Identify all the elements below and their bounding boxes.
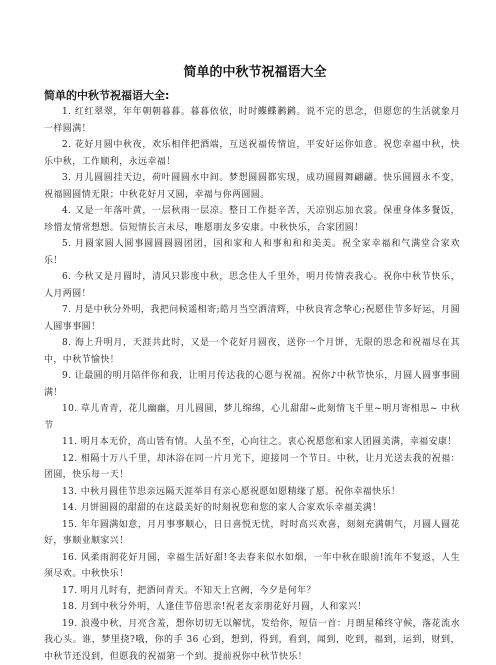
- greeting-paragraph: 17. 明月几时有，把酒问青天。不知天上宫阙，今夕是何年？: [44, 583, 460, 600]
- greeting-paragraph: 13. 中秋月圆佳节思亲远隔天涯举目有亲心愿祝愿如愿精缘了愿。祝你幸福快乐！: [44, 484, 460, 501]
- greeting-paragraph: 11. 明月本无价，高山皆有情。人虽不至，心向往之。衷心祝愿您和家人团圆美满，幸福安康！: [44, 434, 460, 451]
- greeting-paragraph: 6. 今秋又是月圆时，清风只影度中秋，思念佳人千里外，明月传情表我心。祝你中秋节快乐，人月两圆！: [44, 269, 460, 302]
- greeting-paragraph: 5. 月圆家圆人圆事圆圆圆圆团团，国和家和人和事和和和美美。祝全家幸福和气满堂合家欢乐！: [44, 236, 460, 269]
- greeting-paragraph: 16. 风柔雨润花好月圆，幸福生活好甜!冬去春来似水如烟，一年中秋在眼前!流年不复返，人生须尽欢。中秋快乐！: [44, 550, 460, 583]
- greeting-paragraph: 1. 红红翠翠，年年朝朝暮暮。暮暮依依，时时鲽鲽鹣鹣。说不完的思念，但愿您的生活就象月一样圆满！: [44, 104, 460, 137]
- greeting-paragraph: 15. 年年圆满如意，月月事事顺心，日日喜悦无忧，时时高兴欢喜，刻刻充满朝气，月圆人圆花好，事顺业顺家兴！: [44, 517, 460, 550]
- paragraph-list: [44, 104, 460, 665]
- greeting-paragraph: 4. 又是一年落叶黄，一层秋雨一层凉。整日工作挺辛苦，天凉别忘加衣裳。保重身体多餐饭，珍惜友情常想想。信短情长言未尽，唯愿朋友多安康。中秋快乐，合家团圆！: [44, 203, 460, 236]
- greeting-paragraph: 18. 月到中秋分外明，人逢佳节倍思亲!祝老友亲朋花好月圆，人和家兴！: [44, 599, 460, 616]
- document-title: 简单的中秋节祝福语大全: [44, 64, 460, 82]
- greeting-paragraph: 3. 月儿圆圆挂天边，荷叶圆圆水中间。梦想圆圆都实现，成功圆圆舞翩翩。快乐圆圆永不变，祝福圆圆情无限；中秋花好月又圆，幸福与你两圆圆。: [44, 170, 460, 203]
- section-heading: 简单的中秋节祝福语大全:: [44, 88, 460, 104]
- greeting-paragraph: 8. 海上升明月，天涯共此时，又是一个花好月圆夜，送你一个月饼，无限的思念和祝福尽在其中，中秋节愉快！: [44, 335, 460, 368]
- greeting-paragraph: 14. 月饼圆圆的甜甜的在这最美好的时刻祝您和您的家人合家欢乐幸福美满！: [44, 500, 460, 517]
- greeting-paragraph: 10. 草儿青青，花儿幽幽，月儿圆圆，梦儿绵绵，心儿甜甜~此刻情飞千里~明月寄相思~ 中秋节: [44, 401, 460, 434]
- greeting-paragraph: 7. 月是中秋分外明，我把问候遥相寄;皓月当空洒清辉，中秋良宵念挚心;祝愿佳节多好运，月圆人圆事事圆！: [44, 302, 460, 335]
- greeting-paragraph: 9. 让最圆的明月陪伴你和我，让明月传达我的心愿与祝福。祝你♪中秋节快乐，月圆人圆事事圆满！: [44, 368, 460, 401]
- greeting-paragraph: 12. 相隔十万八千里，却沐浴在同一片月光下，迎接同一个节日。中秋，让月光送去我的祝福：团圆，快乐每一天！: [44, 451, 460, 484]
- greeting-paragraph: 19. 浪漫中秋，月亮含羞，想你切切无以解忧，发给你，短信一首：月朗星稀终守候，落花流水我心头。谁，梦里挠?哦，你的手 36 心到，想到，得到，看到，闻到，吃到，福到，运到，财到，中秋节还没到，但愿我的祝福第一个到。提前祝你中秋节快乐！: [44, 616, 460, 665]
- greeting-paragraph: 2. 花好月圆中秋夜，欢乐相伴把酒端，互送祝福传情谊，平安好运你如意。祝您幸福中秋，快乐中秋，工作顺利，永远幸福！: [44, 137, 460, 170]
